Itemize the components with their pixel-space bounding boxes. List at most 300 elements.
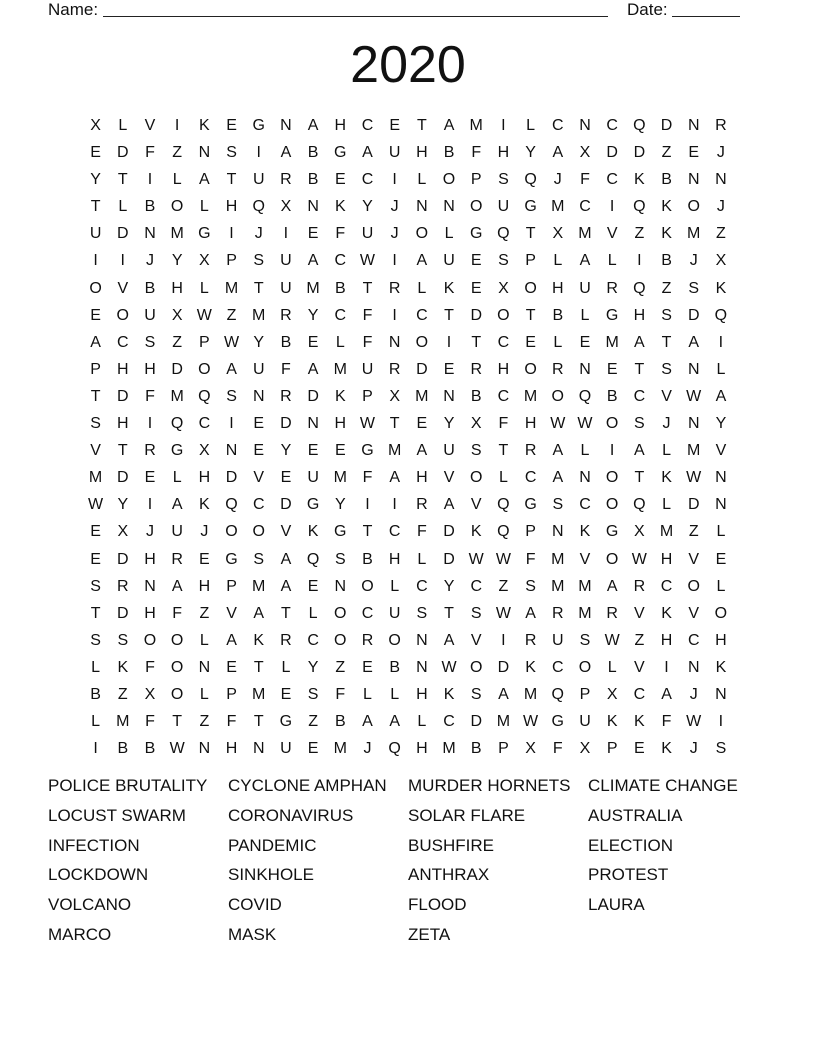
grid-letter: E xyxy=(334,442,346,460)
grid-letter: T xyxy=(661,333,672,351)
grid-letter: A xyxy=(307,360,319,378)
grid-letter: F xyxy=(498,415,509,433)
grid-letter: Q xyxy=(170,415,184,433)
grid-letter: A xyxy=(280,577,292,595)
grid-letter: B xyxy=(552,306,564,324)
grid-letter: N xyxy=(307,415,319,433)
grid-letter: L xyxy=(716,577,726,595)
grid-letter: N xyxy=(225,442,238,460)
grid-letter: M xyxy=(551,577,565,595)
grid-letter: Z xyxy=(199,604,210,622)
grid-letter: C xyxy=(361,171,374,189)
grid-letter: C xyxy=(552,117,564,134)
grid-letter: X xyxy=(606,685,618,703)
grid-letter: D xyxy=(497,658,510,676)
grid-letter: H xyxy=(524,415,537,433)
grid-letter: Z xyxy=(716,225,726,243)
grid-letter: S xyxy=(470,442,482,460)
grid-letter: L xyxy=(390,685,400,703)
grid-letter: W xyxy=(441,658,457,676)
grid-letter: P xyxy=(579,685,591,703)
grid-letter: D xyxy=(117,550,129,568)
grid-letter: K xyxy=(661,604,672,622)
grid-letter: J xyxy=(200,523,209,541)
grid-letter: B xyxy=(117,740,129,758)
grid-letter: U xyxy=(89,225,102,243)
grid-letter: I xyxy=(147,171,153,189)
grid-letter: N xyxy=(715,469,727,487)
grid-letter: J xyxy=(716,144,725,162)
grid-letter: M xyxy=(116,713,130,731)
word-list-item: INFECTION xyxy=(48,835,140,855)
grid-letter: F xyxy=(145,387,155,405)
grid-row xyxy=(82,247,742,274)
grid-letter: O xyxy=(170,658,184,676)
grid-letter: T xyxy=(253,658,264,676)
grid-letter: N xyxy=(443,198,455,216)
grid-letter: A xyxy=(634,442,645,460)
grid-letter: H xyxy=(225,740,238,758)
grid-letter: P xyxy=(606,740,618,758)
grid-letter: A xyxy=(443,496,455,514)
grid-letter: A xyxy=(443,117,455,134)
grid-letter: S xyxy=(661,306,672,324)
grid-letter: M xyxy=(687,442,701,460)
grid-letter: L xyxy=(118,117,128,134)
grid-letter: L xyxy=(199,198,209,216)
grid-letter: I xyxy=(392,496,397,514)
grid-letter: E xyxy=(470,279,482,297)
grid-letter: C xyxy=(361,604,374,622)
grid-letter: M xyxy=(387,442,402,460)
grid-letter: S xyxy=(498,171,509,189)
grid-letter: F xyxy=(471,144,482,162)
grid-letter: L xyxy=(91,713,101,731)
grid-letter: A xyxy=(253,604,265,622)
grid-letter: D xyxy=(280,415,292,433)
grid-letter: L xyxy=(363,685,372,703)
grid-letter: T xyxy=(90,198,101,216)
grid-letter: H xyxy=(416,685,428,703)
grid-letter: O xyxy=(170,685,184,703)
grid-letter: E xyxy=(389,117,400,134)
grid-letter: Y xyxy=(307,306,319,324)
grid-letter: B xyxy=(334,713,346,731)
name-blank-line xyxy=(103,16,608,17)
grid-letter: O xyxy=(524,360,537,378)
grid-letter: C xyxy=(334,252,347,270)
grid-letter: T xyxy=(253,713,264,731)
grid-letter: J xyxy=(145,252,154,270)
grid-letter: A xyxy=(389,469,400,487)
grid-letter: O xyxy=(551,387,564,405)
grid-letter: E xyxy=(280,685,292,703)
grid-letter: V xyxy=(579,550,591,568)
grid-letter: N xyxy=(579,360,591,378)
grid-letter: H xyxy=(660,550,673,568)
grid-letter: A xyxy=(171,577,183,595)
grid-letter: U xyxy=(443,252,455,270)
grid-letter: L xyxy=(199,685,209,703)
grid-letter: K xyxy=(661,225,672,243)
grid-letter: W xyxy=(359,415,376,433)
grid-letter: R xyxy=(280,631,292,649)
grid-letter: D xyxy=(633,144,646,162)
grid-letter: D xyxy=(443,550,455,568)
grid-letter: L xyxy=(580,306,590,324)
grid-letter: X xyxy=(579,740,591,758)
grid-letter: V xyxy=(226,604,237,622)
grid-letter: O xyxy=(170,631,184,649)
grid-letter: O xyxy=(687,577,700,595)
grid-letter: O xyxy=(252,523,265,541)
grid-letter: B xyxy=(661,171,672,189)
grid-letter: U xyxy=(443,442,455,460)
grid-letter: C xyxy=(497,333,510,351)
grid-letter: Q xyxy=(225,496,238,514)
grid-letter: M xyxy=(551,550,565,568)
grid-letter: E xyxy=(606,360,618,378)
grid-letter: D xyxy=(443,523,455,541)
grid-letter: Y xyxy=(117,496,129,514)
grid-letter: F xyxy=(145,144,155,162)
grid-letter: J xyxy=(363,740,372,758)
grid-letter: N xyxy=(198,740,211,758)
grid-letter: B xyxy=(144,740,156,758)
grid-letter: Q xyxy=(551,685,564,703)
grid-letter: E xyxy=(307,442,319,460)
grid-letter: E xyxy=(90,523,101,541)
grid-letter: N xyxy=(416,198,428,216)
grid-letter: H xyxy=(416,469,428,487)
grid-letter: F xyxy=(552,740,563,758)
grid-letter: E xyxy=(579,333,591,351)
grid-letter: A xyxy=(552,469,564,487)
grid-letter: M xyxy=(252,577,266,595)
grid-letter: L xyxy=(662,496,671,514)
grid-letter: A xyxy=(226,631,237,649)
grid-letter: L xyxy=(607,658,617,676)
grid-letter: J xyxy=(254,225,263,243)
grid-letter: L xyxy=(498,469,508,487)
grid-letter: Z xyxy=(661,144,672,162)
grid-letter: S xyxy=(90,415,101,433)
grid-letter: R xyxy=(280,306,292,324)
grid-letter: A xyxy=(552,442,564,460)
grid-letter: S xyxy=(144,333,156,351)
grid-letter: L xyxy=(335,333,345,351)
grid-letter: C xyxy=(443,713,455,731)
grid-letter: V xyxy=(144,117,156,134)
grid-letter: K xyxy=(443,685,455,703)
grid-letter: Z xyxy=(498,577,509,595)
grid-letter: I xyxy=(501,117,506,134)
grid-letter: E xyxy=(634,740,645,758)
grid-letter: J xyxy=(662,415,671,433)
grid-letter: W xyxy=(495,604,511,622)
grid-letter: Z xyxy=(172,333,183,351)
grid-letter: H xyxy=(497,144,510,162)
grid-letter: N xyxy=(715,685,727,703)
grid-letter: M xyxy=(333,360,347,378)
grid-letter: V xyxy=(661,387,672,405)
grid-letter: R xyxy=(361,631,374,649)
grid-letter: A xyxy=(525,604,536,622)
grid-letter: A xyxy=(90,333,101,351)
grid-letter: O xyxy=(497,306,510,324)
grid-letter: X xyxy=(199,442,210,460)
grid-letter: Q xyxy=(524,171,537,189)
grid-letter: T xyxy=(253,279,264,297)
grid-letter: E xyxy=(334,171,346,189)
grid-row xyxy=(82,220,742,247)
grid-letter: D xyxy=(280,496,292,514)
grid-letter: F xyxy=(335,225,346,243)
grid-letter: U xyxy=(497,198,510,216)
grid-letter: S xyxy=(117,631,129,649)
grid-letter: B xyxy=(307,171,319,189)
grid-letter: S xyxy=(90,631,101,649)
grid-letter: P xyxy=(498,740,509,758)
grid-letter: N xyxy=(198,658,211,676)
grid-letter: W xyxy=(686,713,702,731)
grid-letter: G xyxy=(334,144,347,162)
word-list-item: MURDER HORNETS xyxy=(408,776,571,795)
grid-letter: H xyxy=(715,631,727,649)
grid-letter: B xyxy=(606,387,618,405)
grid-letter: W xyxy=(223,333,240,351)
grid-letter: Q xyxy=(578,387,592,405)
grid-letter: N xyxy=(252,387,265,405)
grid-letter: A xyxy=(498,685,509,703)
grid-letter: V xyxy=(443,469,455,487)
grid-letter: Z xyxy=(335,658,346,676)
word-list-item: FLOOD xyxy=(408,895,467,915)
grid-letter: S xyxy=(688,279,700,297)
grid-letter: K xyxy=(661,740,672,758)
grid-letter: E xyxy=(226,117,237,134)
grid-letter: H xyxy=(334,117,347,134)
grid-letter: I xyxy=(147,415,153,433)
grid-letter: H xyxy=(334,415,347,433)
grid-letter: L xyxy=(172,171,182,189)
grid-letter: S xyxy=(525,577,536,595)
grid-letter: G xyxy=(225,550,238,568)
grid-letter: X xyxy=(199,252,210,270)
grid-letter: C xyxy=(579,496,591,514)
grid-letter: X xyxy=(470,415,482,433)
grid-letter: J xyxy=(145,523,154,541)
word-list-item: POLICE BRUTALITY xyxy=(48,776,208,795)
word-list-item: ZETA xyxy=(408,924,451,944)
grid-letter: K xyxy=(470,523,482,541)
grid-letter: V xyxy=(634,658,645,676)
grid-letter: P xyxy=(470,171,482,189)
grid-letter: T xyxy=(634,360,645,378)
grid-letter: M xyxy=(252,306,266,324)
grid-letter: K xyxy=(117,658,129,676)
grid-letter: R xyxy=(552,604,564,622)
grid-letter: X xyxy=(280,198,292,216)
grid-letter: C xyxy=(579,198,591,216)
grid-letter: E xyxy=(253,415,265,433)
grid-letter: K xyxy=(334,198,346,216)
grid-letter: V xyxy=(90,442,101,460)
grid-letter: M xyxy=(306,279,320,297)
grid-letter: A xyxy=(307,117,319,134)
grid-letter: K xyxy=(334,387,346,405)
grid-letter: N xyxy=(198,144,211,162)
date-blank-line xyxy=(672,16,740,17)
grid-letter: W xyxy=(359,252,376,270)
grid-letter: A xyxy=(416,442,428,460)
grid-letter: G xyxy=(361,442,374,460)
grid-letter: Z xyxy=(199,713,210,731)
grid-letter: R xyxy=(552,360,564,378)
grid-row xyxy=(82,546,742,573)
grid-letter: I xyxy=(609,442,615,460)
grid-letter: Y xyxy=(171,252,183,270)
grid-letter: Y xyxy=(443,415,455,433)
grid-letter: B xyxy=(470,740,482,758)
grid-letter: U xyxy=(579,279,591,297)
grid-row xyxy=(82,681,742,708)
grid-letter: A xyxy=(171,496,183,514)
grid-letter: X xyxy=(498,279,509,297)
grid-letter: J xyxy=(689,252,698,270)
grid-letter: K xyxy=(634,171,645,189)
grid-letter: P xyxy=(226,685,237,703)
grid-letter: X xyxy=(144,685,156,703)
grid-letter: I xyxy=(392,171,397,189)
grid-letter: X xyxy=(579,144,591,162)
grid-row xyxy=(82,600,742,627)
grid-letter: V xyxy=(688,604,700,622)
grid-letter: N xyxy=(416,631,428,649)
grid-letter: L xyxy=(172,469,182,487)
grid-letter: W xyxy=(577,415,593,433)
grid-letter: D xyxy=(171,360,183,378)
grid-letter: A xyxy=(661,685,672,703)
grid-letter: Q xyxy=(252,198,265,216)
grid-letter: O xyxy=(605,496,619,514)
grid-row xyxy=(82,708,742,735)
grid-letter: E xyxy=(525,333,536,351)
grid-letter: C xyxy=(524,469,537,487)
grid-letter: L xyxy=(716,360,726,378)
grid-letter: D xyxy=(470,306,482,324)
grid-letter: I xyxy=(501,631,506,649)
grid-letter: D xyxy=(225,469,238,487)
grid-letter: I xyxy=(229,415,234,433)
grid-letter: B xyxy=(144,279,156,297)
grid-letter: D xyxy=(660,117,673,134)
grid-letter: R xyxy=(470,360,482,378)
grid-letter: E xyxy=(362,658,373,676)
grid-letter: N xyxy=(280,117,292,134)
grid-letter: O xyxy=(170,198,184,216)
word-list-item: MASK xyxy=(228,924,277,944)
grid-letter: O xyxy=(714,604,728,622)
grid-letter: U xyxy=(307,469,319,487)
grid-letter: L xyxy=(308,604,318,622)
grid-letter: O xyxy=(334,631,347,649)
grid-letter: A xyxy=(443,631,455,649)
word-list-item: CLIMATE CHANGE xyxy=(588,776,738,795)
grid-letter: A xyxy=(579,252,591,270)
grid-letter: N xyxy=(687,171,700,189)
grid-letter: C xyxy=(606,117,618,134)
grid-letter: D xyxy=(117,469,129,487)
grid-letter: Y xyxy=(443,577,455,595)
grid-letter: E xyxy=(90,550,101,568)
grid-letter: K xyxy=(525,658,536,676)
grid-letter: I xyxy=(664,658,669,676)
grid-row xyxy=(82,654,742,681)
grid-letter: W xyxy=(686,469,702,487)
word-list-item: AUSTRALIA xyxy=(588,805,683,825)
grid-letter: O xyxy=(143,631,157,649)
grid-letter: I xyxy=(392,252,397,270)
grid-row xyxy=(82,356,742,383)
grid-letter: D xyxy=(470,713,482,731)
grid-letter: I xyxy=(718,713,724,731)
grid-letter: F xyxy=(281,360,291,378)
grid-letter: S xyxy=(253,252,265,270)
grid-letter: O xyxy=(469,469,483,487)
grid-letter: O xyxy=(605,415,619,433)
grid-letter: M xyxy=(333,469,347,487)
grid-letter: I xyxy=(229,225,234,243)
grid-letter: R xyxy=(633,577,646,595)
grid-letter: T xyxy=(444,306,454,324)
grid-letter: A xyxy=(307,252,319,270)
grid-letter: N xyxy=(334,577,347,595)
grid-row xyxy=(82,383,742,410)
grid-letter: I xyxy=(93,740,98,758)
grid-letter: O xyxy=(415,225,429,243)
grid-letter: U xyxy=(252,171,265,189)
grid-letter: W xyxy=(468,550,484,568)
grid-letter: Q xyxy=(388,740,401,758)
grid-letter: X xyxy=(552,225,564,243)
grid-letter: Y xyxy=(334,496,346,514)
grid-letter: M xyxy=(496,713,511,731)
grid-letter: Q xyxy=(198,387,211,405)
grid-letter: R xyxy=(117,577,129,595)
grid-letter: I xyxy=(365,496,370,514)
grid-row xyxy=(82,410,742,437)
grid-row xyxy=(82,735,742,762)
grid-letter: K xyxy=(715,279,727,297)
grid-letter: S xyxy=(634,415,645,433)
grid-letter: M xyxy=(523,685,538,703)
grid-letter: Q xyxy=(633,198,646,216)
grid-letter: K xyxy=(199,496,210,514)
grid-letter: F xyxy=(416,523,427,541)
grid-letter: M xyxy=(578,577,592,595)
grid-letter: L xyxy=(716,523,726,541)
grid-letter: O xyxy=(89,279,102,297)
grid-letter: C xyxy=(198,415,211,433)
grid-letter: N xyxy=(552,523,564,541)
grid-letter: O xyxy=(605,469,619,487)
grid-letter: A xyxy=(634,333,645,351)
grid-letter: F xyxy=(661,713,672,731)
grid-letter: O xyxy=(198,360,211,378)
grid-letter: U xyxy=(579,713,591,731)
grid-letter: E xyxy=(253,442,265,460)
